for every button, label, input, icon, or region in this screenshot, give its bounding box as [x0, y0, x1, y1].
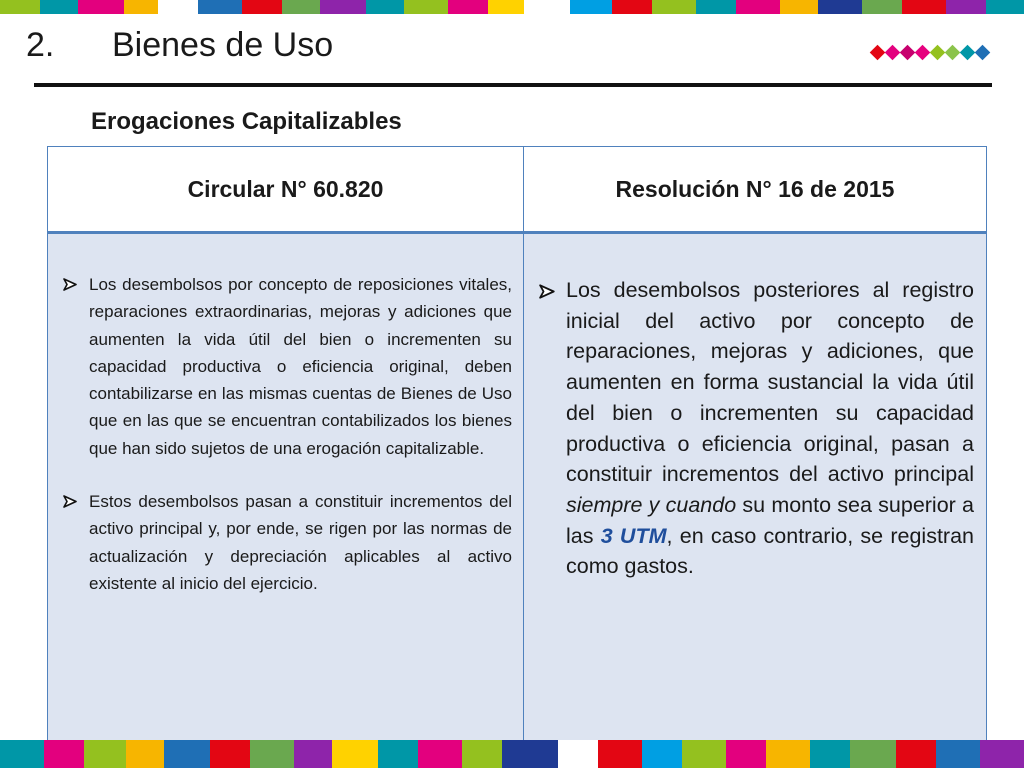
bottom-decorative-band	[0, 740, 1024, 768]
right-cell	[524, 233, 987, 742]
comparison-table	[47, 146, 987, 742]
slide-number: 2.	[26, 26, 55, 64]
left-item-text: Estos desembolsos pasan a constituir incrementos del activo principal y, por ende, se rigen por las normas de actualización y depreciación aplicables al activo existente al inicio del ejercicio.	[89, 492, 512, 593]
arrow-bullet-icon	[63, 271, 89, 462]
list-item	[539, 275, 974, 582]
title-divider	[34, 83, 992, 87]
header-circular: Circular N° 60.820	[48, 147, 524, 233]
table-header-row	[48, 147, 987, 233]
arrow-bullet-icon	[539, 275, 566, 582]
list-item	[63, 271, 512, 462]
diamond-ornament-icon	[870, 44, 1000, 64]
left-cell	[48, 233, 524, 742]
section-subtitle: Erogaciones Capitalizables	[91, 108, 402, 135]
left-item-text: Los desembolsos por concepto de reposiciones vitales, reparaciones extraordinarias, mejoras y adiciones que aumenten la vida útil del bien o incrementen su capacidad productiva o eficiencia original, deben contabilizarse en las mismas cuentas de Bienes de Uso que en las que se encuentran contabilizados los bienes que han sido sujetos de una erogación capitalizable.	[89, 275, 512, 458]
table-body-row	[48, 233, 987, 742]
header-resolucion: Resolución N° 16 de 2015	[524, 147, 987, 233]
utm-highlight: 3 UTM	[600, 523, 667, 548]
slide-title: Bienes de Uso	[112, 26, 334, 64]
list-item	[63, 488, 512, 597]
top-decorative-band	[0, 0, 1024, 14]
arrow-bullet-icon	[63, 488, 89, 597]
condition-emphasis: siempre y cuando	[566, 492, 737, 517]
right-item-text: Los desembolsos posteriores al registro inicial del activo por concepto de reparaciones, mejoras y adiciones, que aumenten en forma sustancial la vida útil del bien o incrementen su capacidad productiva o eficiencia original, pasan a constituir incrementos del activo principal siempre y cuando su monto sea superior a las 3 UTM, en caso contrario, se registran como gastos.	[566, 278, 975, 579]
